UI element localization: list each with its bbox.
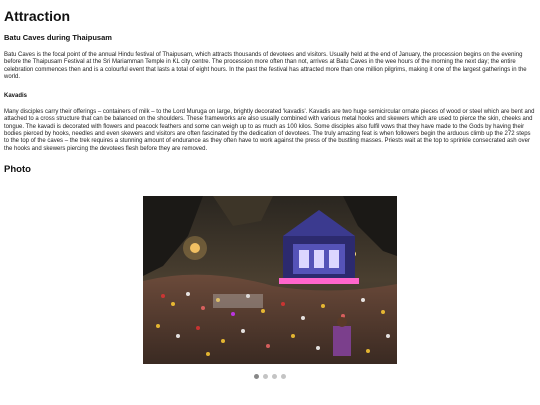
carousel-dot-3[interactable] [272, 374, 277, 379]
section-paragraph-batu-caves: Batu Caves is the focal point of the annual Hindu festival of Thaipusam, which attracts thousands of devotees and visitors. Usually held at the end of January, the procession begins on the evening before the Thaipusam Festival at the Sri Mariamman Temple in KL city centre. The procession more often than not, arrives at Batu Caves in the wee hours of the morning the next day; the entire celebration commences then and is a colourful event that lasts a total of eight hours. In the past the festival has attracted more than one million pilgrims, making it one of the largest gatherings in the world. [4, 52, 527, 80]
carousel-dot-2[interactable] [263, 374, 268, 379]
section-heading-kavadis: Kavadis [4, 93, 28, 100]
carousel-photo [143, 196, 397, 364]
photo-carousel[interactable] [143, 196, 397, 364]
photo-heading: Photo [4, 163, 31, 175]
carousel-indicators [0, 374, 540, 379]
carousel-dot-4[interactable] [281, 374, 286, 379]
section-heading-batu-caves: Batu Caves during Thaipusam [4, 33, 112, 42]
page-title: Attraction [4, 8, 71, 24]
section-paragraph-kavadis: Many disciples carry their offerings – containers of milk – to the Lord Muruga on large, brightly decorated 'kavadis'. Kavadis are two huge semicircular ornate pieces of wood or steel which are bent and attached to a cross structure that can be balanced on the shoulders. These frameworks are also usually combined with various metal hooks and skewers which are used to pierce the skin, cheeks and tongue. The kavadi is decorated with flowers and peacock feathers and some can weigh up to as much as 100 kilos. Some disciples also fulfil vows that they have made to the Gods by having their bodies pierced by hooks, needles and even skewers and visitors are often fascinated by the dedication of devotees. The truly amazing feat is when followers begin the arduous climb up the 272 steps to the top of the caves – the trek requires a stunning amount of endurance as they often have to work against the press of the bustling masses. Priests wait at the top to sprinkle consecrated ash over the hooks and skewers piercing the devotees flesh before they are removed. [4, 109, 535, 152]
carousel-dot-1[interactable] [254, 374, 259, 379]
